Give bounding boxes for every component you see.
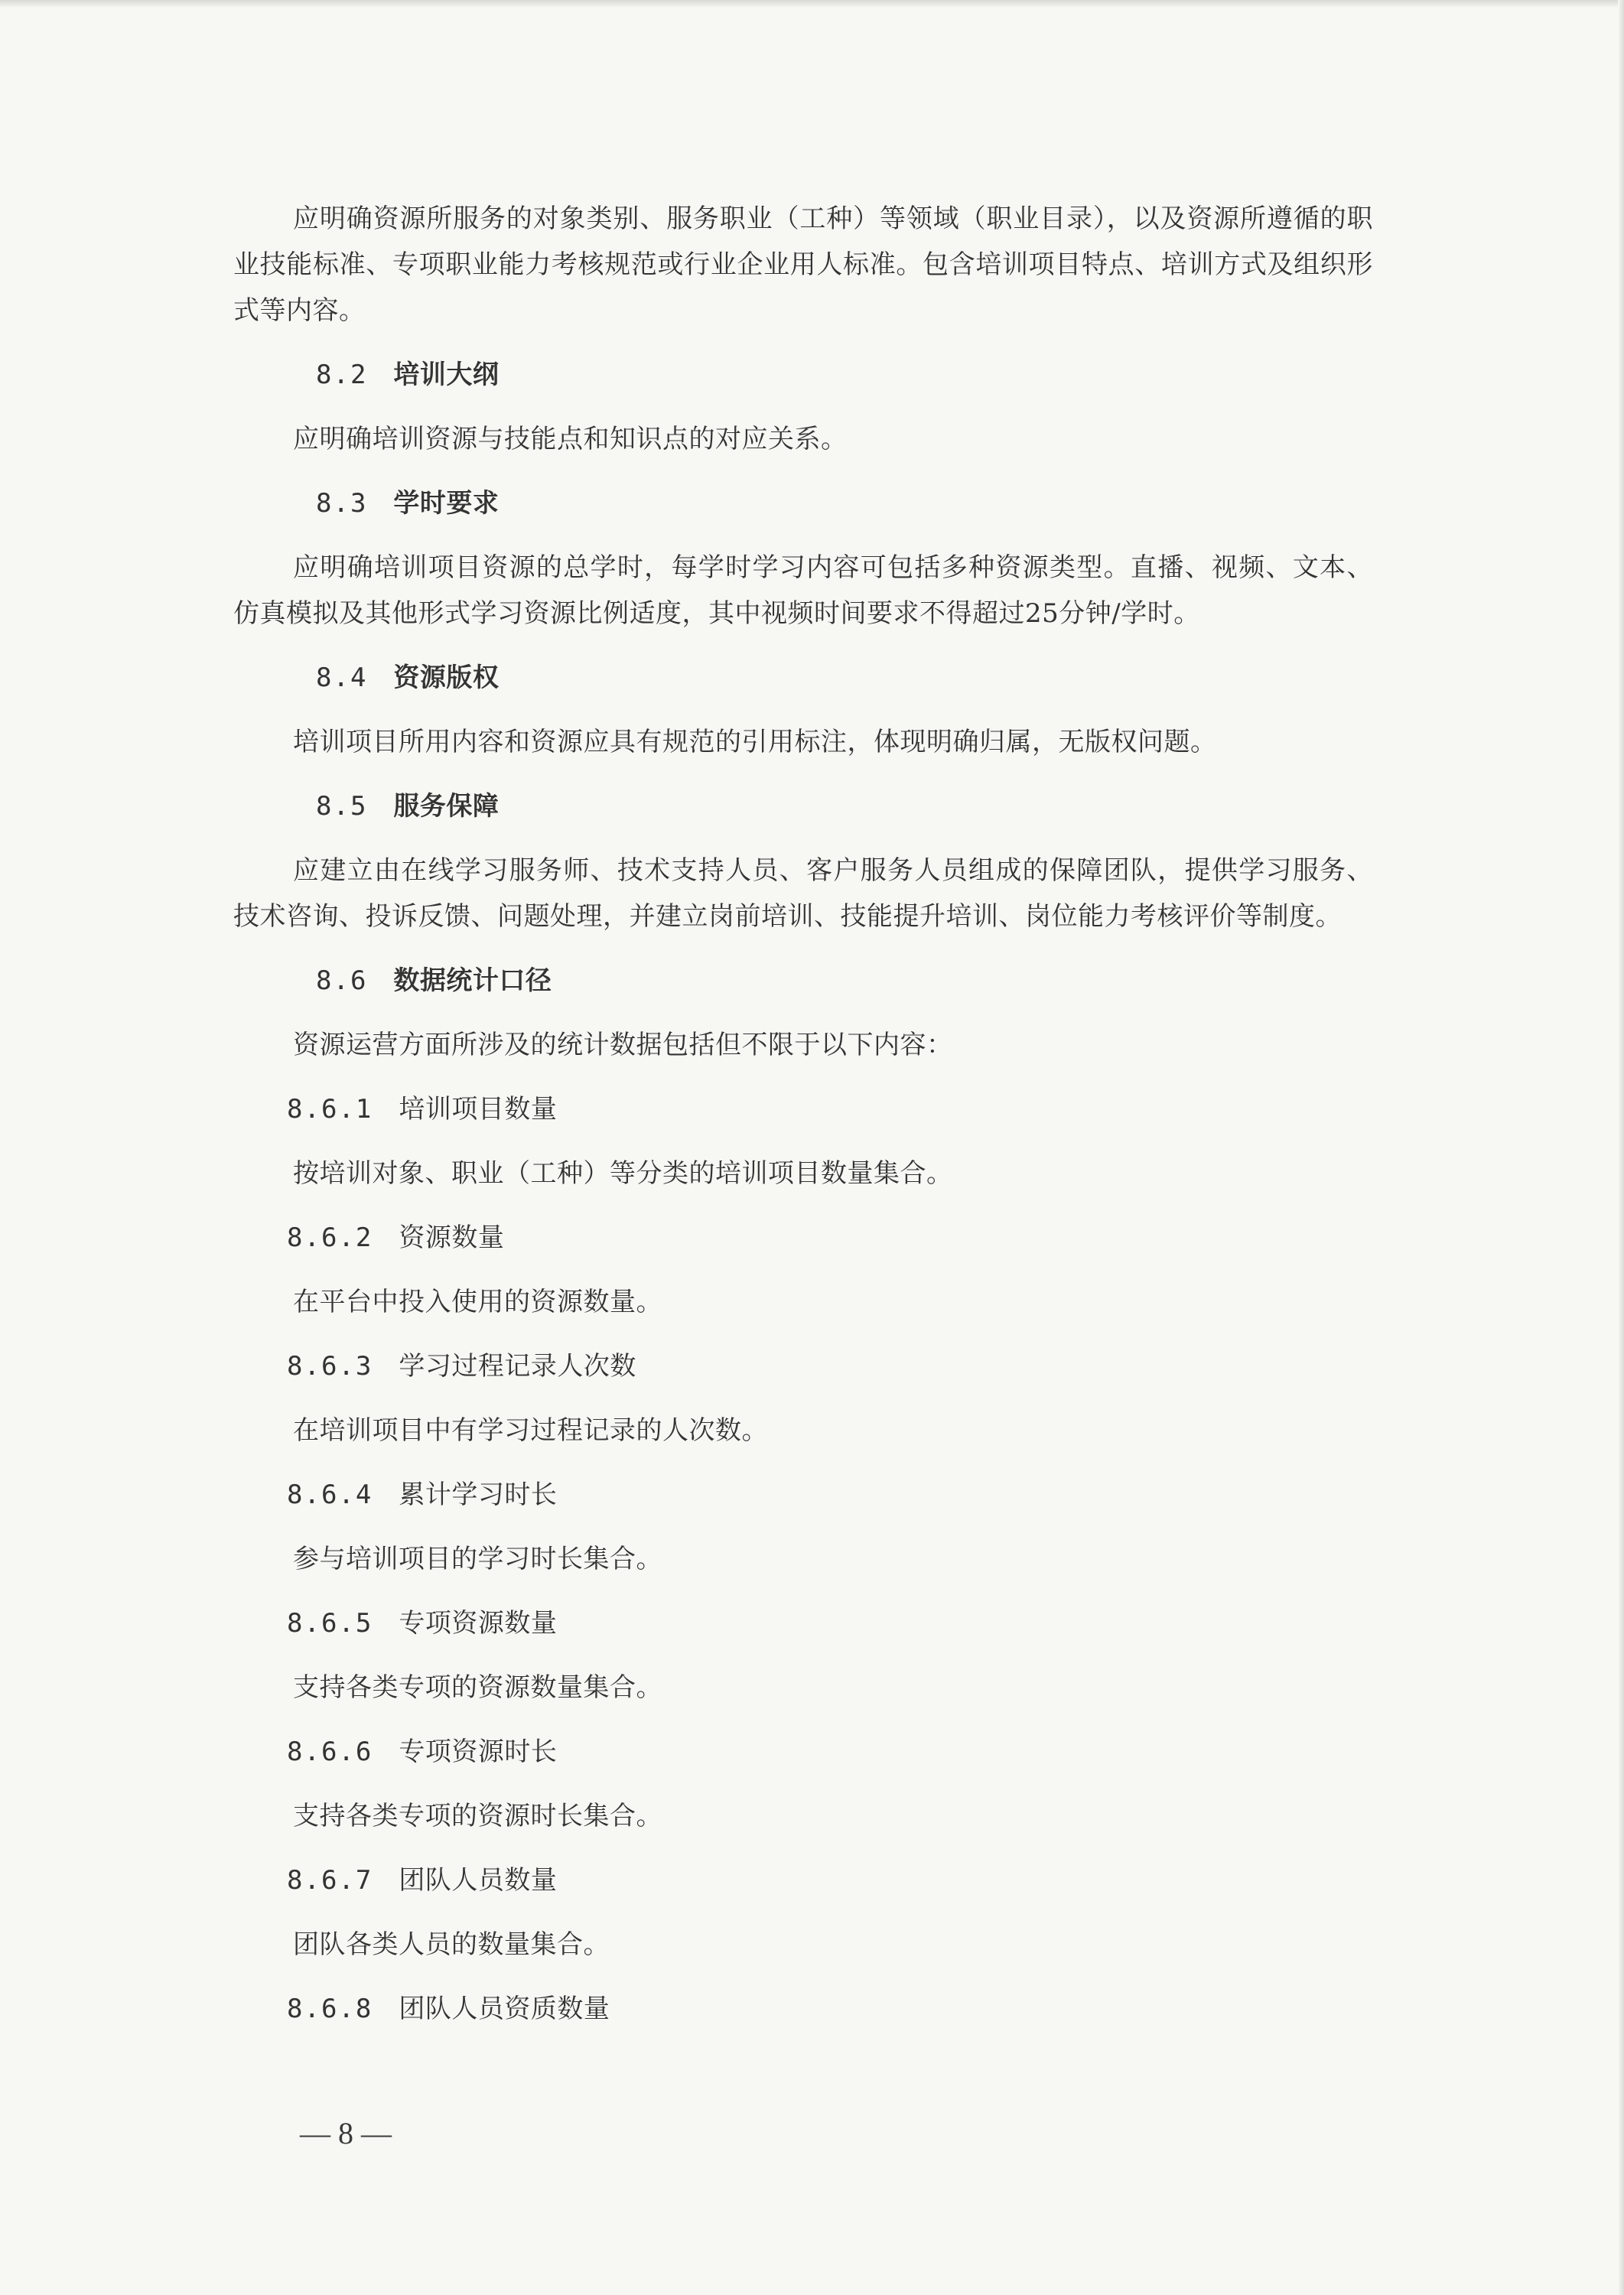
subsection-body-8-6-6: 支持各类专项的资源时长集合。 <box>293 1801 662 1831</box>
subsection-heading-8-6-6 <box>233 1729 1373 1775</box>
subsection-title: 团队人员数量 <box>399 1865 558 1896</box>
subsection-number: 8.6.8 <box>287 1994 373 2024</box>
subsection-body-8-6-1: 按培训对象、职业（工种）等分类的培训项目数量集合。 <box>293 1158 953 1189</box>
subsection-body-8-6-7: 团队各类人员的数量集合。 <box>293 1929 610 1960</box>
subsection-heading-8-6-3 <box>233 1343 1373 1389</box>
section-heading-8-3 <box>233 480 1373 526</box>
subsection-title: 学习过程记录人次数 <box>399 1351 636 1382</box>
section-number: 8.5 <box>316 791 368 822</box>
section-title: 数据统计口径 <box>393 965 552 996</box>
subsection-number: 8.6.1 <box>287 1094 373 1125</box>
subsection-number: 8.6.6 <box>287 1737 373 1767</box>
subsection-title: 专项资源数量 <box>399 1608 558 1639</box>
section-heading-8-4 <box>233 655 1373 701</box>
subsection-heading-8-6-8 <box>233 1986 1373 2032</box>
subsection-number: 8.6.2 <box>287 1222 373 1253</box>
intro-paragraph: 应明确资源所服务的对象类别、服务职业（工种）等领域（职业目录），以及资源所遵循的职业技能标准、专项职业能力考核规范或行业企业用人标准。包含培训项目特点、培训方式及组织形式等内容。 <box>233 203 1373 326</box>
subsection-heading-8-6-5 <box>233 1600 1373 1646</box>
subsection-title: 资源数量 <box>399 1222 505 1253</box>
section-title: 资源版权 <box>393 662 500 693</box>
subsection-number: 8.6.7 <box>287 1865 373 1896</box>
section-number: 8.6 <box>316 965 368 996</box>
scan-edge-right <box>1618 0 1624 2295</box>
section-body-8-2: 应明确培训资源与技能点和知识点的对应关系。 <box>293 424 848 454</box>
subsection-body-8-6-5: 支持各类专项的资源数量集合。 <box>293 1672 662 1703</box>
section-title: 服务保障 <box>393 791 500 822</box>
section-number: 8.4 <box>316 662 368 693</box>
subsection-number: 8.6.4 <box>287 1480 373 1510</box>
subsection-title: 团队人员资质数量 <box>399 1994 610 2024</box>
section-title: 培训大纲 <box>393 360 500 390</box>
subsection-heading-8-6-4 <box>233 1472 1373 1518</box>
section-body-8-6: 资源运营方面所涉及的统计数据包括但不限于以下内容： <box>293 1030 953 1060</box>
subsection-number: 8.6.3 <box>287 1351 373 1382</box>
section-heading-8-5 <box>233 783 1373 829</box>
subsection-title: 累计学习时长 <box>399 1480 558 1510</box>
section-body-8-5: 应建立由在线学习服务师、技术支持人员、客户服务人员组成的保障团队，提供学习服务、技术咨询、投诉反馈、问题处理，并建立岗前培训、技能提升培训、岗位能力考核评价等制度。 <box>233 855 1373 932</box>
subsection-heading-8-6-2 <box>233 1215 1373 1261</box>
section-number: 8.3 <box>316 488 368 519</box>
subsection-heading-8-6-7 <box>233 1857 1373 1903</box>
scan-edge-top <box>0 0 1624 8</box>
page-number: — 8 — <box>300 2116 392 2150</box>
section-title: 学时要求 <box>393 488 500 519</box>
subsection-number: 8.6.5 <box>287 1608 373 1639</box>
subsection-body-8-6-3: 在培训项目中有学习过程记录的人次数。 <box>293 1415 768 1446</box>
subsection-title: 专项资源时长 <box>399 1737 558 1767</box>
section-number: 8.2 <box>316 360 368 390</box>
section-body-8-3: 应明确培训项目资源的总学时，每学时学习内容可包括多种资源类型。直播、视频、文本、仿真模拟及其他形式学习资源比例适度，其中视频时间要求不得超过25分钟/学时。 <box>233 552 1373 629</box>
subsection-body-8-6-2: 在平台中投入使用的资源数量。 <box>293 1287 662 1317</box>
subsection-body-8-6-4: 参与培训项目的学习时长集合。 <box>293 1544 662 1574</box>
subsection-title: 培训项目数量 <box>399 1094 558 1125</box>
section-heading-8-2 <box>233 352 1373 398</box>
subsection-heading-8-6-1 <box>233 1086 1373 1132</box>
section-heading-8-6 <box>233 958 1373 1004</box>
document-body <box>233 196 1373 2050</box>
section-body-8-4: 培训项目所用内容和资源应具有规范的引用标注，体现明确归属，无版权问题。 <box>293 727 1217 757</box>
